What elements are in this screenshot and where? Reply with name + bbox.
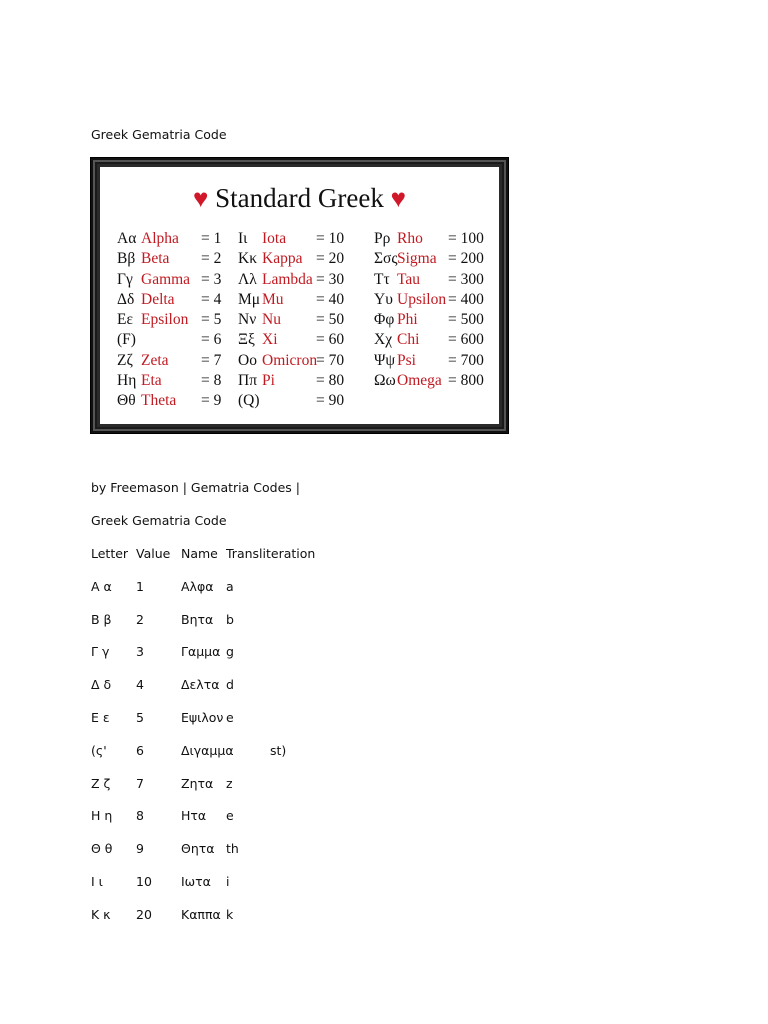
row-letter: (ς' xyxy=(91,742,107,758)
greek-letters: Φφ xyxy=(374,311,395,329)
row-name: Ιωτα xyxy=(181,873,211,889)
greek-letter-value: = 50 xyxy=(316,311,345,329)
row-transliteration: st) xyxy=(270,742,287,758)
greek-letters: Νν xyxy=(238,311,257,329)
row-value: 9 xyxy=(136,841,144,857)
row-transliteration: b xyxy=(226,611,234,627)
header-name: Name xyxy=(181,546,218,561)
greek-letters: Σσς xyxy=(374,250,398,268)
greek-letter-name: Upsilon xyxy=(397,290,447,308)
greek-letters: (Q) xyxy=(238,392,260,410)
greek-letter-name: Iota xyxy=(262,230,287,247)
greek-letters: Ττ xyxy=(374,270,390,288)
greek-letters: Ηη xyxy=(117,372,137,390)
row-name: Θητα xyxy=(181,841,215,857)
greek-letter-value: = 4 xyxy=(201,290,222,308)
greek-letters: Υυ xyxy=(374,290,393,308)
greek-letters: Ζζ xyxy=(117,351,133,369)
row-transliteration: d xyxy=(226,677,234,693)
greek-letter-name: Omega xyxy=(397,372,442,390)
row-name: Βητα xyxy=(181,611,214,627)
row-name: Ητα xyxy=(181,808,207,824)
greek-letter-value: = 90 xyxy=(316,392,345,410)
row-name: Καππα xyxy=(181,906,221,922)
row-letter: Ε ε xyxy=(91,709,110,725)
header-value: Value xyxy=(136,546,171,561)
greek-letter-name: Kappa xyxy=(262,250,303,268)
greek-letter-value: = 9 xyxy=(201,392,222,410)
greek-letter-name: Pi xyxy=(262,372,275,390)
row-transliteration: a xyxy=(226,578,234,594)
row-transliteration: e xyxy=(226,709,234,725)
greek-letter-name: Psi xyxy=(397,351,416,369)
greek-letter-value: = 7 xyxy=(201,351,222,369)
row-name: Αλφα xyxy=(181,578,214,594)
greek-letter-name: Alpha xyxy=(141,230,179,247)
greek-letter-value: = 6 xyxy=(201,331,222,349)
greek-letters: Δδ xyxy=(117,290,135,308)
greek-letter-name: Chi xyxy=(397,331,420,349)
row-name: Ζητα xyxy=(181,775,214,791)
row-letter: Ζ ζ xyxy=(91,775,111,791)
greek-letters: Ρρ xyxy=(374,230,391,247)
greek-letter-name: Sigma xyxy=(397,250,437,268)
card-title-text: Standard Greek xyxy=(215,183,384,213)
greek-letters: (F) xyxy=(117,331,136,349)
row-letter: Δ δ xyxy=(91,677,112,693)
heart-icon: ♥ xyxy=(390,184,407,213)
row-value: 4 xyxy=(136,677,144,693)
greek-letter-value: = 30 xyxy=(316,270,345,288)
row-name: Δελτα xyxy=(181,677,220,693)
row-value: 5 xyxy=(136,709,144,725)
greek-letter-value: = 700 xyxy=(448,351,484,369)
row-value: 7 xyxy=(136,775,144,791)
greek-letter-value: = 100 xyxy=(448,230,484,247)
greek-letters: Ωω xyxy=(374,372,396,390)
greek-letter-value: = 2 xyxy=(201,250,222,268)
greek-letter-value: = 10 xyxy=(316,230,345,247)
greek-letter-value: = 500 xyxy=(448,311,484,329)
greek-letter-value: = 400 xyxy=(448,290,484,308)
greek-letter-value: = 80 xyxy=(316,372,345,390)
row-value: 1 xyxy=(136,578,144,594)
row-name: Εψιλον xyxy=(181,709,224,725)
greek-letter-name: Rho xyxy=(397,230,423,247)
row-value: 3 xyxy=(136,644,144,660)
row-letter: Α α xyxy=(91,578,112,594)
row-letter: Β β xyxy=(91,611,112,627)
greek-letters: Ψψ xyxy=(374,351,396,369)
greek-letter-value: = 300 xyxy=(448,270,484,288)
greek-letter-name: Nu xyxy=(262,311,281,329)
greek-letter-name: Omicron xyxy=(262,351,318,369)
greek-letter-value: = 5 xyxy=(201,311,222,329)
image-card-inner xyxy=(100,167,499,424)
greek-letters: Θθ xyxy=(117,392,136,410)
row-transliteration: th xyxy=(226,841,239,857)
row-transliteration: z xyxy=(226,775,233,791)
greek-letter-name: Phi xyxy=(397,311,418,329)
greek-letter-value: = 200 xyxy=(448,250,484,268)
greek-letter-value: = 3 xyxy=(201,270,222,288)
greek-letters: Ιι xyxy=(238,230,248,247)
greek-letter-name: Gamma xyxy=(141,270,191,288)
greek-letter-name: Xi xyxy=(262,331,278,349)
row-transliteration: k xyxy=(226,906,234,922)
row-value: 10 xyxy=(136,873,152,889)
greek-letter-value: = 1 xyxy=(201,230,222,247)
row-letter: Κ κ xyxy=(91,906,111,922)
greek-letters: Αα xyxy=(117,230,137,247)
row-name: Διγαμμα xyxy=(181,742,234,758)
row-value: 20 xyxy=(136,906,152,922)
row-transliteration: e xyxy=(226,808,234,824)
greek-letters: Κκ xyxy=(238,250,258,268)
greek-letters: Ππ xyxy=(238,372,258,390)
greek-letter-name: Tau xyxy=(397,270,421,288)
header-transliteration: Transliteration xyxy=(226,546,316,561)
greek-letters: Ββ xyxy=(117,250,136,268)
greek-letters: Ξξ xyxy=(238,331,255,349)
heart-icon: ♥ xyxy=(192,184,209,213)
greek-letter-value: = 60 xyxy=(316,331,345,349)
greek-letter-name: Epsilon xyxy=(141,311,189,329)
greek-letter-name: Delta xyxy=(141,290,175,308)
greek-letter-name: Eta xyxy=(141,372,162,390)
row-letter: Η η xyxy=(91,808,113,824)
row-value: 8 xyxy=(136,808,144,824)
row-name: Γαμμα xyxy=(181,644,221,660)
row-letter: Ι ι xyxy=(91,873,103,889)
greek-letters: Χχ xyxy=(374,331,393,349)
greek-letters: Λλ xyxy=(238,270,257,288)
document-title: Greek Gematria Code xyxy=(91,127,227,142)
row-letter: Γ γ xyxy=(91,644,110,660)
greek-letter-name: Lambda xyxy=(262,270,313,288)
row-value: 6 xyxy=(136,742,144,758)
greek-letter-name: Beta xyxy=(141,250,170,268)
greek-letter-value: = 600 xyxy=(448,331,484,349)
image-card-title xyxy=(100,183,499,214)
header-letter: Letter xyxy=(91,546,129,561)
byline: by Freemason | Gematria Codes | xyxy=(91,480,300,495)
greek-letter-name: Zeta xyxy=(141,351,169,369)
greek-letter-name: Theta xyxy=(141,392,177,410)
greek-letters: Γγ xyxy=(117,270,133,288)
row-value: 2 xyxy=(136,611,144,627)
greek-letters: Οο xyxy=(238,351,257,369)
greek-letter-value: = 40 xyxy=(316,290,345,308)
greek-letter-name: Mu xyxy=(262,290,284,308)
list-title: Greek Gematria Code xyxy=(91,513,227,528)
greek-letter-value: = 70 xyxy=(316,351,345,369)
standard-greek-image xyxy=(90,157,509,434)
greek-letters: Μμ xyxy=(238,290,261,308)
greek-letter-value: = 20 xyxy=(316,250,345,268)
row-transliteration: i xyxy=(226,873,230,889)
greek-letter-value: = 800 xyxy=(448,372,484,390)
greek-letters: Εε xyxy=(117,311,133,329)
row-letter: Θ θ xyxy=(91,841,113,857)
row-transliteration: g xyxy=(226,644,234,660)
greek-letter-value: = 8 xyxy=(201,372,222,390)
